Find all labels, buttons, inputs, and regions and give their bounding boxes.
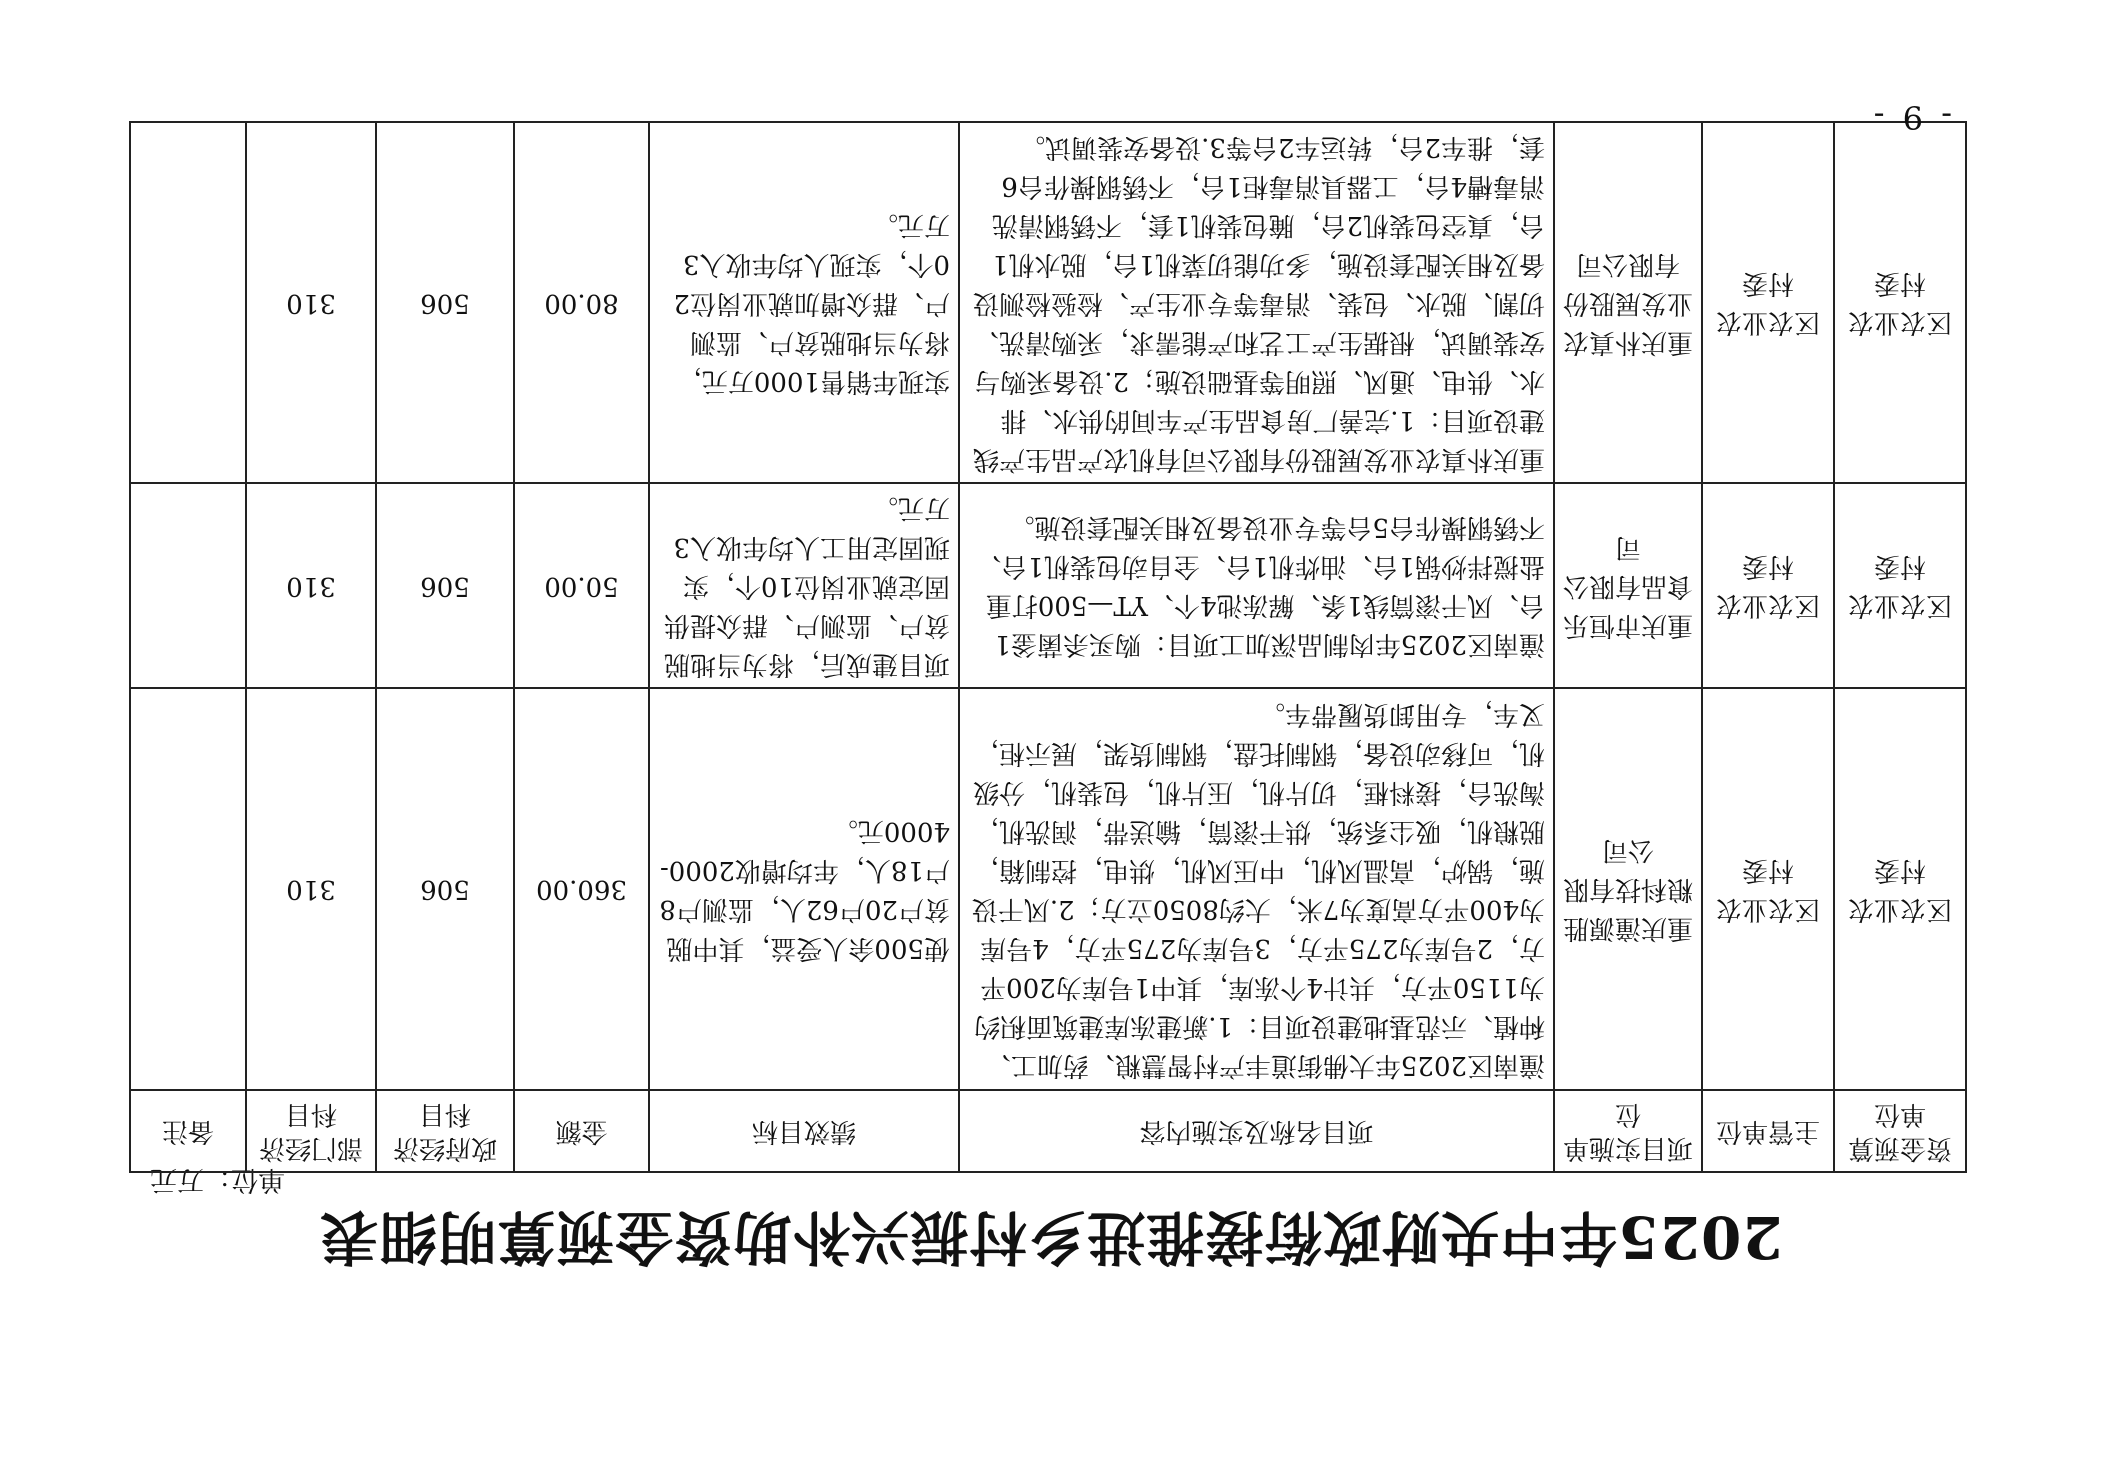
cell-content: 潼南区2025年肉制品深加工项目：购买杀菌釜1台、风干滚筒线1条、解冻池4个、YT—500打重盐搅拌炒锅1台、油炸机1台、全自动包装机1台、不锈钢操作台5台等专业设备及相关配套设施。 [959, 483, 1554, 688]
cell-supervisor: 区农业农村委 [1702, 483, 1834, 688]
table-row [130, 122, 1966, 483]
table-row [130, 483, 1966, 688]
header-implementer: 项目实施单位 [1554, 1090, 1702, 1172]
cell-dept-subject: 310 [246, 122, 376, 483]
cell-dept-subject: 310 [246, 483, 376, 688]
cell-remark [130, 688, 246, 1090]
header-gov-subject: 政府经济科目 [376, 1090, 514, 1172]
cell-implementer: 重庆朴真农业发展股份有限公司 [1554, 122, 1702, 483]
header-remark: 备注 [130, 1090, 246, 1172]
page-number: - 9 - [1869, 98, 1952, 136]
cell-goal: 项目建成后，将为当地脱贫户、监测户、群众提供固定就业岗位10个，实现固定用工人均年收入3万元。 [649, 483, 959, 688]
cell-goal: 使500余人受益，其中脱贫户20户62人，监测户8户18人，年均增收2000-4000元。 [649, 688, 959, 1090]
cell-fund-unit: 区农业农村委 [1834, 122, 1966, 483]
cell-supervisor: 区农业农村委 [1702, 688, 1834, 1090]
cell-implementer: 重庆市恒乐食品有限公司 [1554, 483, 1702, 688]
cell-amount: 80.00 [514, 122, 649, 483]
header-supervisor: 主管单位 [1702, 1090, 1834, 1172]
document-title: 2025年中央财政衔接推进乡村振兴补助资金预算明细表 [319, 1203, 1783, 1271]
cell-remark [130, 122, 246, 483]
table-row [130, 688, 1966, 1090]
header-dept-subject: 部门经济科目 [246, 1090, 376, 1172]
header-amount: 金额 [514, 1090, 649, 1172]
cell-content: 潼南区2025年大佛街道丰产村智慧粮、药加工、种植、示范基地建设项目：1.新建冻库建筑面积约为1150平方，共计4个冻库，其中1号库为200平方，2号库为275平方，3号库为275平方，4号库为400平方高度为7米，大约8050立方；2.风干设施，锅炉，高温风机，中压风机，烘电，控制箱，脱粮机，吸尘系统，烘干滚筒，输送带，润洗机，淘洗台，接料框，切片机，压片机，包装机，分级机，可移动设备，钢制托盘，钢制货架，展示柜，叉车，专用卸货履带车。 [959, 688, 1554, 1090]
cell-implementer: 重庆潼源胜粮科技有限公司 [1554, 688, 1702, 1090]
cell-gov-subject: 506 [376, 688, 514, 1090]
cell-gov-subject: 506 [376, 122, 514, 483]
cell-dept-subject: 310 [246, 688, 376, 1090]
table-header-row [130, 1090, 1966, 1172]
cell-gov-subject: 506 [376, 483, 514, 688]
cell-fund-unit: 区农业农村委 [1834, 688, 1966, 1090]
header-goal: 绩效目标 [649, 1090, 959, 1172]
header-fund-unit: 资金预算单位 [1834, 1090, 1966, 1172]
cell-content: 重庆朴真农业发展股份有限公司有机农产品生产线建设项目：1.完善厂房食品生产车间的供水、排水、供电、通风、照明等基础设施；2.设备采购与安装调试，根据生产工艺和产能需求，采购清洗、切割、脱水、包装、消毒等专业生产、检验检测设备及相关配套设施，多功能切菜机1台，脱水机1台，真空包装机2台，腌包装机1套，不锈钢清洗消毒槽4台，工器具消毒柜1台，不锈钢操作台6套，推车2台，转运车2台等3.设备安装调试。 [959, 122, 1554, 483]
cell-goal: 实现年销售1000万元，将为当地脱贫户、监测户、群众增加就业岗位20个，实现人均年收入3万元。 [649, 122, 959, 483]
budget-table [129, 121, 1967, 1173]
cell-fund-unit: 区农业农村委 [1834, 483, 1966, 688]
cell-amount: 50.00 [514, 483, 649, 688]
header-content: 项目名称及实施内容 [959, 1090, 1554, 1172]
cell-supervisor: 区农业农村委 [1702, 122, 1834, 483]
cell-remark [130, 483, 246, 688]
unit-label: 单位：万元 [150, 1164, 285, 1195]
cell-amount: 360.00 [514, 688, 649, 1090]
